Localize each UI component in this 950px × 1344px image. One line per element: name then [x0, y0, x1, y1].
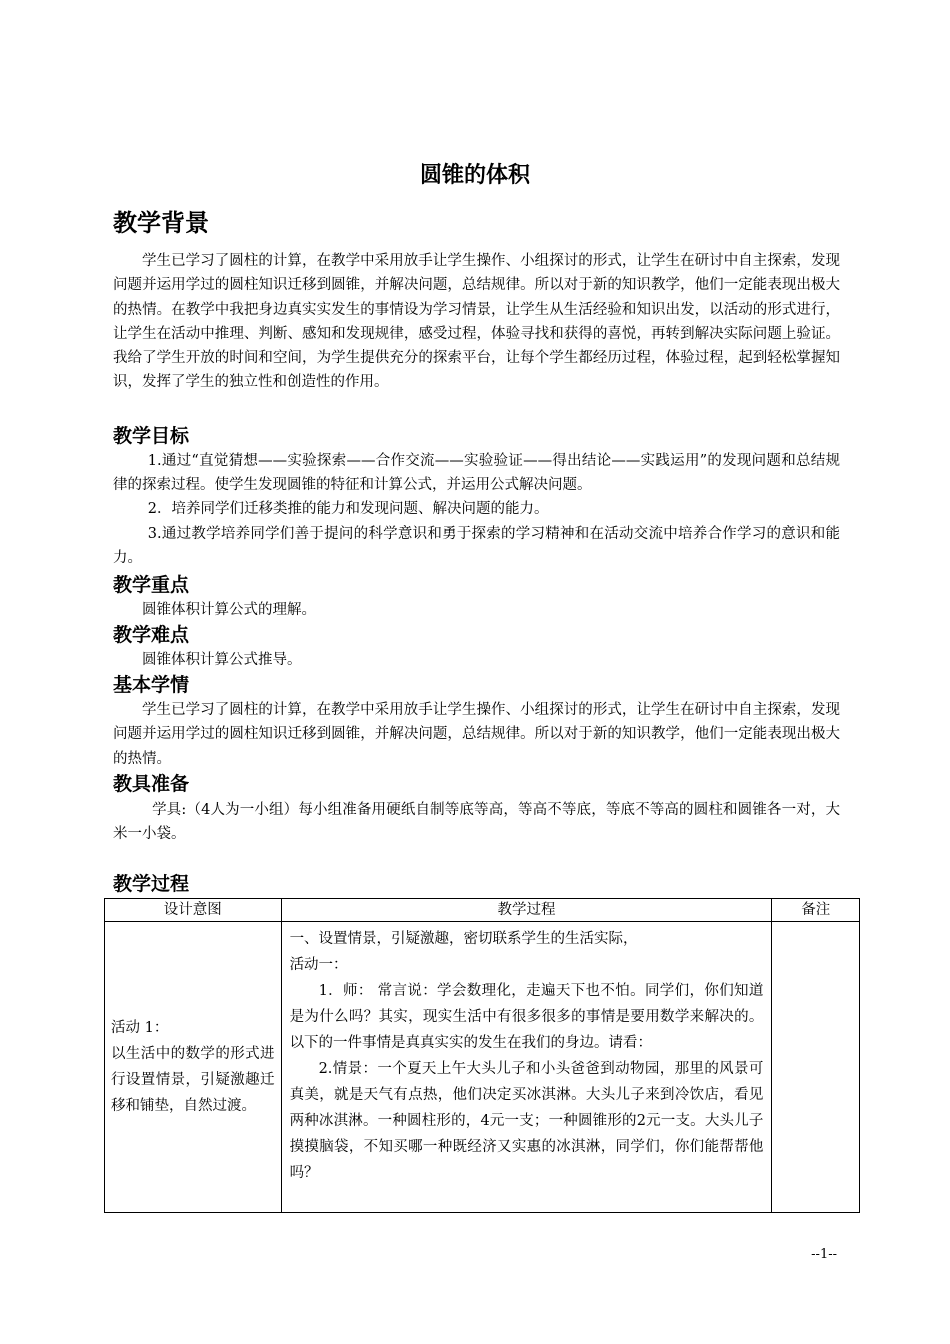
process-table	[104, 898, 860, 1213]
page-number: --1--	[811, 1247, 837, 1262]
heading-key: 教学重点	[113, 574, 190, 596]
process-cell	[281, 922, 772, 1213]
table-row	[105, 922, 860, 1213]
header-intent: 设计意图	[105, 899, 282, 922]
note-cell	[772, 922, 860, 1213]
tools-text: 学具:（4人为一小组）每小组准备用硬纸自制等底等高，等高不等底，等底不等高的圆柱和圆锥各一对，大米一小袋。	[113, 802, 840, 843]
table-header-row	[105, 899, 860, 922]
process-line-4: 2.情景：一个夏天上午大头儿子和小头爸爸到动物园，那里的风景可真美，就是天气有点热，他们决定买冰淇淋。大头儿子来到冷饮店，看见两种冰淇淋。一种圆柱形的，4元一支；一种圆锥形的2元一支。大头儿子摸摸脑袋，不知买哪一种既经济又实惠的冰淇淋，同学们，你们能帮帮他吗？	[289, 1061, 764, 1181]
goal-item-3: 3.通过教学培养同学们善于提问的科学意识和勇于探索的学习精神和在活动交流中培养合作学习的意识和能力。	[113, 526, 840, 567]
header-note: 备注	[772, 899, 860, 922]
intent-cell	[105, 922, 282, 1213]
key-text: 圆锥体积计算公式的理解。	[142, 602, 316, 618]
intent-line-2: 以生活中的数学的形式进行设置情景，引疑激趣迁移和铺垫，自然过渡。	[111, 1046, 275, 1114]
process-line-3: 1．师： 常言说：学会数理化，走遍天下也不怕。同学们，你们知道是为什么吗？其实，现实生活中有很多很多的事情是要用数学来解决的。以下的一件事情是真真实实的发生在我们的身边。请看：	[289, 983, 764, 1051]
process-line-1: 一、设置情景，引疑激趣，密切联系学生的生活实际，	[289, 931, 638, 947]
goal-item-2: 2．培养同学们迁移类推的能力和发现问题、解决问题的能力。	[147, 501, 549, 517]
header-process: 教学过程	[281, 899, 772, 922]
background-text: 学生已学习了圆柱的计算，在教学中采用放手让学生操作、小组探讨的形式，让学生在研讨中自主探索，发现问题并运用学过的圆柱知识迁移到圆锥，并解决问题，总结规律。所以对于新的知识教学，他们一定能表现出极大的热情。在教学中我把身边真实实发生的事情设为学习情景，让学生从生活经验和知识出发，以活动的形式进行，让学生在活动中推理、判断、感知和发现规律，感受过程，体验寻找和获得的喜悦，再转到解决实际问题上验证。我给了学生开放的时间和空间，为学生提供充分的探索平台，让每个学生都经历过程，体验过程，起到轻松掌握知识，发挥了学生的独立性和创造性的作用。	[113, 253, 840, 391]
difficulty-text: 圆锥体积计算公式推导。	[142, 652, 302, 668]
goal-item-1: 1.通过“直觉猜想——实验探索——合作交流——实验验证——得出结论——实践运用”的发现问题和总结规律的探索过程。使学生发现圆锥的特征和计算公式，并运用公式解决问题。	[113, 453, 840, 494]
situation-text: 学生已学习了圆柱的计算，在教学中采用放手让学生操作、小组探讨的形式，让学生在研讨中自主探索，发现问题并运用学过的圆柱知识迁移到圆锥，并解决问题，总结规律。所以对于新的知识教学，他们一定能表现出极大的热情。	[113, 702, 840, 767]
process-line-2: 活动一：	[289, 957, 348, 973]
heading-process: 教学过程	[113, 873, 190, 895]
heading-goals: 教学目标	[113, 425, 190, 447]
heading-difficulty: 教学难点	[113, 624, 190, 646]
intent-line-1: 活动 1：	[111, 1020, 169, 1036]
heading-tools: 教具准备	[113, 773, 190, 795]
document-title: 圆锥的体积	[419, 163, 530, 188]
heading-situation: 基本学情	[113, 674, 190, 696]
heading-background: 教学背景	[113, 209, 209, 237]
